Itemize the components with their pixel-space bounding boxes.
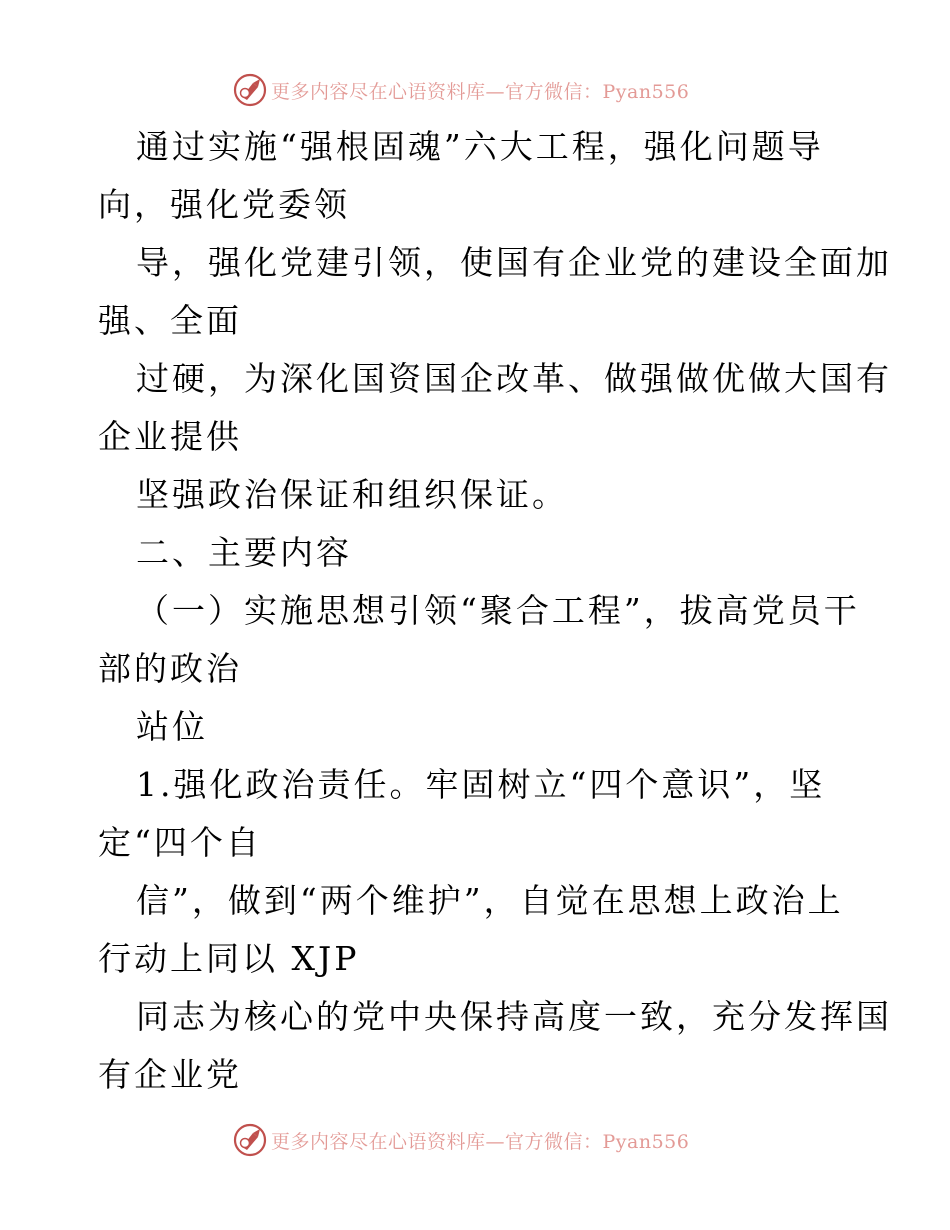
pen-nib-logo-icon [233,1123,267,1157]
text-line: 部的政治 [98,649,242,688]
pen-nib-logo-icon [233,73,267,107]
footer-watermark-text: 更多内容尽在心语资料库—官方微信：Pyan556 [271,1130,690,1153]
text-line: 信”，做到“两个维护”，自觉在思想上政治上 [136,881,844,920]
section-heading: 二、主要内容 [136,533,352,572]
text-line: 定“四个自 [98,823,262,862]
footer-watermark-banner [233,1120,713,1160]
text-line: 行动上同以 XJP [98,939,360,978]
text-line: 1.强化政治责任。牢固树立“四个意识”，坚 [136,765,826,804]
text-line: 通过实施“强根固魂”六大工程，强化问题导 [136,127,824,166]
header-watermark-banner [233,70,713,110]
subsection-heading: （一）实施思想引领“聚合工程”，拔高党员干 [136,591,860,630]
text-line: 向，强化党委领 [98,185,350,224]
text-line: 过硬，为深化国资国企改革、做强做优做大国有 [136,359,892,398]
text-line: 站位 [136,707,208,746]
text-line: 强、全面 [98,301,242,340]
text-line: 有企业党 [98,1055,242,1094]
text-line: 导，强化党建引领，使国有企业党的建设全面加 [136,243,892,282]
text-line: 同志为核心的党中央保持高度一致，充分发挥国 [136,997,892,1036]
text-line: 企业提供 [98,417,242,456]
document-body [98,118,892,1104]
text-line: 坚强政治保证和组织保证。 [136,475,568,514]
header-watermark-text: 更多内容尽在心语资料库—官方微信：Pyan556 [271,80,690,103]
